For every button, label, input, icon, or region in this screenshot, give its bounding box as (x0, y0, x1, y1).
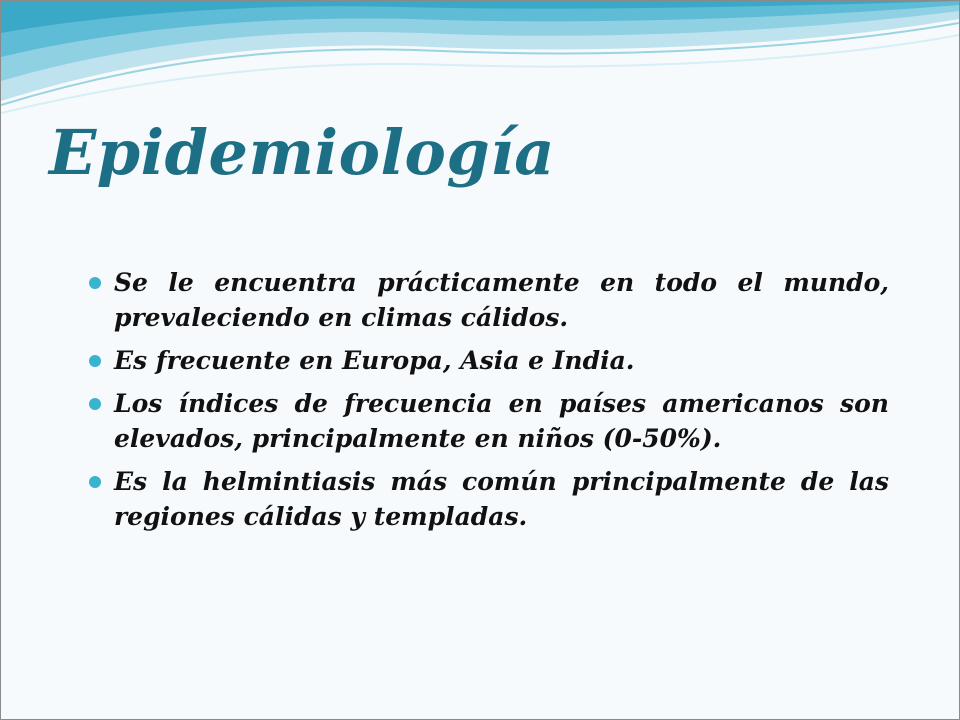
wave-header-decoration (1, 1, 959, 121)
bullet-text: Es frecuente en Europa, Asia e India. (114, 346, 635, 375)
bullet-item (89, 464, 889, 534)
bullet-dot-icon (89, 476, 101, 488)
slide-title: Epidemiología (49, 116, 555, 189)
bullet-dot-icon (89, 398, 101, 410)
bullet-dot-icon (89, 355, 101, 367)
bullet-item (89, 343, 889, 378)
bullet-item (89, 265, 889, 335)
bullet-dot-icon (89, 277, 101, 289)
bullet-list (89, 265, 889, 542)
bullet-text: Es la helmintiasis más común principalmente de las regiones cálidas y templadas. (114, 467, 889, 531)
bullet-text: Se le encuentra prácticamente en todo el mundo, prevaleciendo en climas cálidos. (114, 268, 889, 332)
bullet-item (89, 386, 889, 456)
bullet-text: Los índices de frecuencia en países americanos son elevados, principalmente en niños (0-50%). (114, 389, 889, 453)
